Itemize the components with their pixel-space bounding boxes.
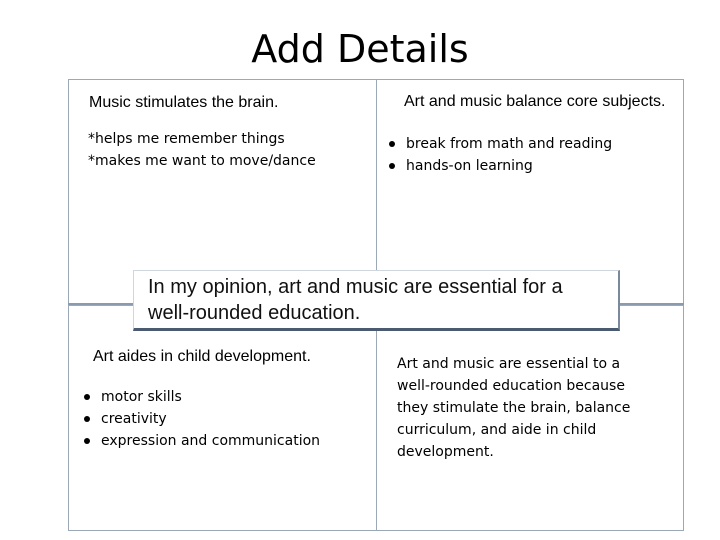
list-item: creativity <box>81 408 320 430</box>
opinion-statement: In my opinion, art and music are essential for a well-rounded education. <box>133 270 620 331</box>
bottom-left-bullets <box>81 386 320 452</box>
list-item: motor skills <box>81 386 320 408</box>
bottom-left-heading: Art aides in child development. <box>93 348 311 365</box>
note-item: *helps me remember things <box>88 131 285 147</box>
top-right-heading: Art and music balance core subjects. <box>404 93 666 110</box>
summary-paragraph: Art and music are essential to a well-rounded education because they stimulate the brain, balance curriculum, and aide in child development. <box>397 356 631 460</box>
list-item: hands-on learning <box>386 155 612 177</box>
page-title: Add Details <box>251 27 469 71</box>
top-right-bullets <box>386 133 612 177</box>
list-item: expression and communication <box>81 430 320 452</box>
note-item: *makes me want to move/dance <box>88 153 316 169</box>
list-item: break from math and reading <box>386 133 612 155</box>
top-left-notes <box>88 128 316 172</box>
top-left-heading: Music stimulates the brain. <box>89 94 279 111</box>
